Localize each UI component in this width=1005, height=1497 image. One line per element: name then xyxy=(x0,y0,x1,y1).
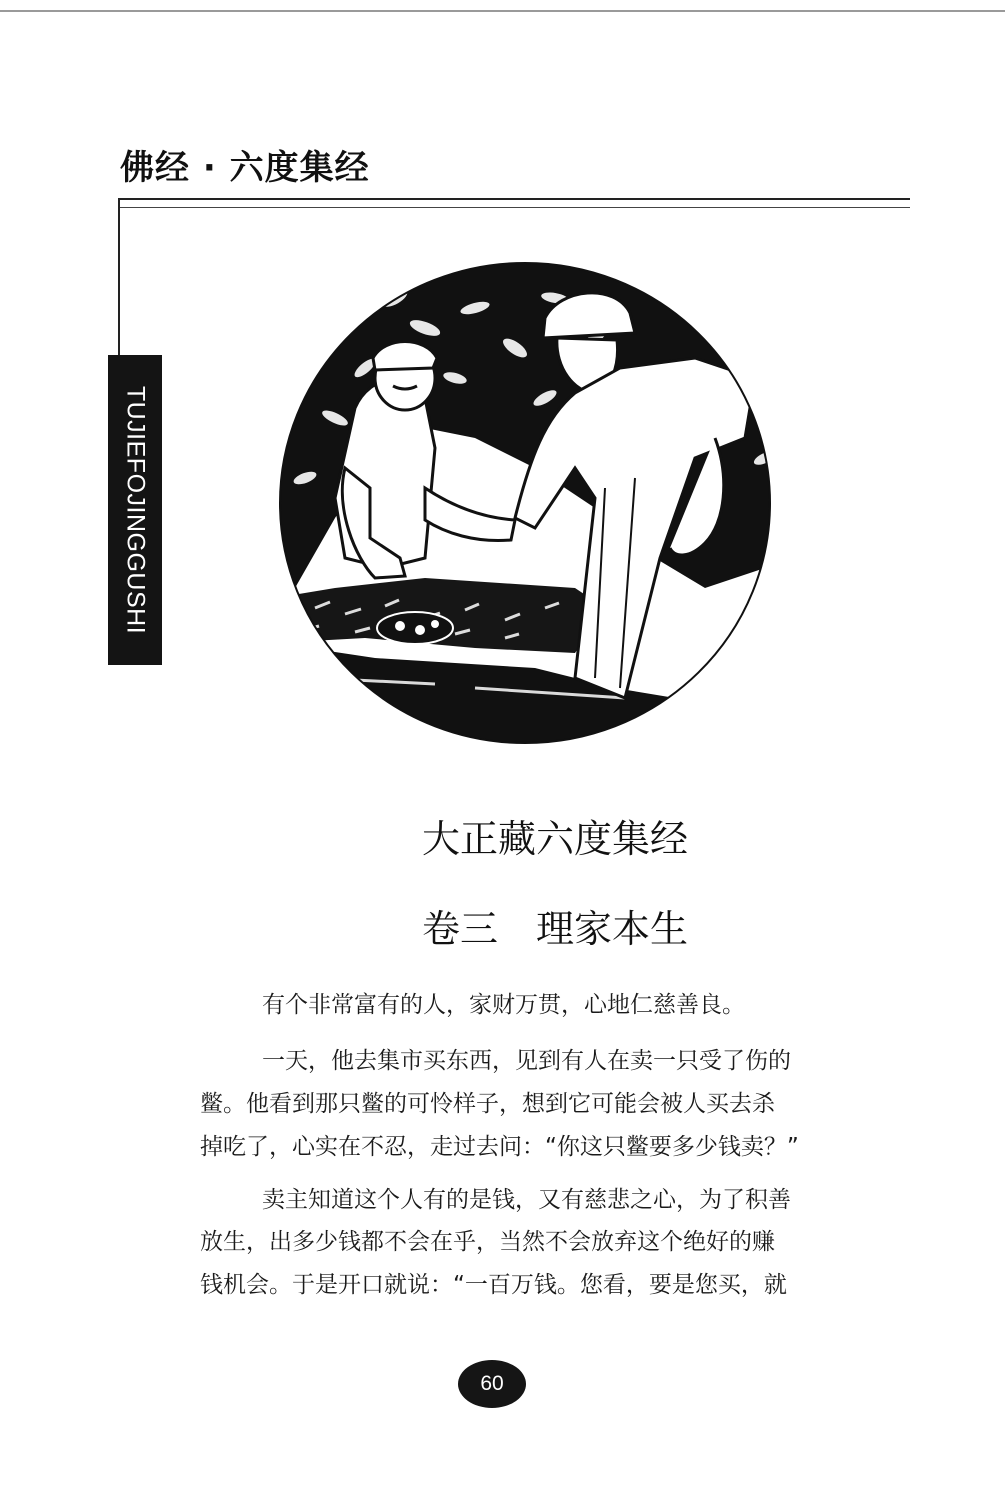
paragraph-line: 卖主知道这个人有的是钱，又有慈悲之心，为了积善 xyxy=(262,1187,791,1213)
frame-left-rule xyxy=(118,198,120,356)
scripture-title: 大正藏六度集经 xyxy=(421,817,688,861)
paragraph-line: 一天，他去集市买东西，见到有人在卖一只受了伤的 xyxy=(262,1048,791,1074)
side-tab-label: TUJIEFOJINGGUSHI xyxy=(121,385,150,635)
header-rule-thin xyxy=(118,207,910,208)
paragraph-line: 鳖。他看到那只鳖的可怜样子，想到它可能会被人买去杀 xyxy=(200,1091,775,1117)
paragraph-line: 有个非常富有的人，家财万贯，心地仁慈善良。 xyxy=(262,992,745,1018)
side-tab xyxy=(108,355,162,665)
paragraph-line: 放生，出多少钱都不会在乎，当然不会放弃这个绝好的赚 xyxy=(200,1229,775,1255)
paragraph-line: 掉吃了，心实在不忍，走过去问：“你这只鳖要多少钱卖？” xyxy=(200,1134,799,1160)
book-title-header: 佛经 · 六度集经 xyxy=(120,148,370,188)
top-scan-rule xyxy=(0,10,1005,12)
paragraph-line: 钱机会。于是开口就说：“一百万钱。您看，要是您买，就 xyxy=(200,1272,787,1298)
page-number: 60 xyxy=(458,1360,526,1408)
woodcut-illustration-icon xyxy=(275,258,795,753)
chapter-title: 卷三 理家本生 xyxy=(421,907,688,951)
header-rule-thick xyxy=(118,198,910,200)
